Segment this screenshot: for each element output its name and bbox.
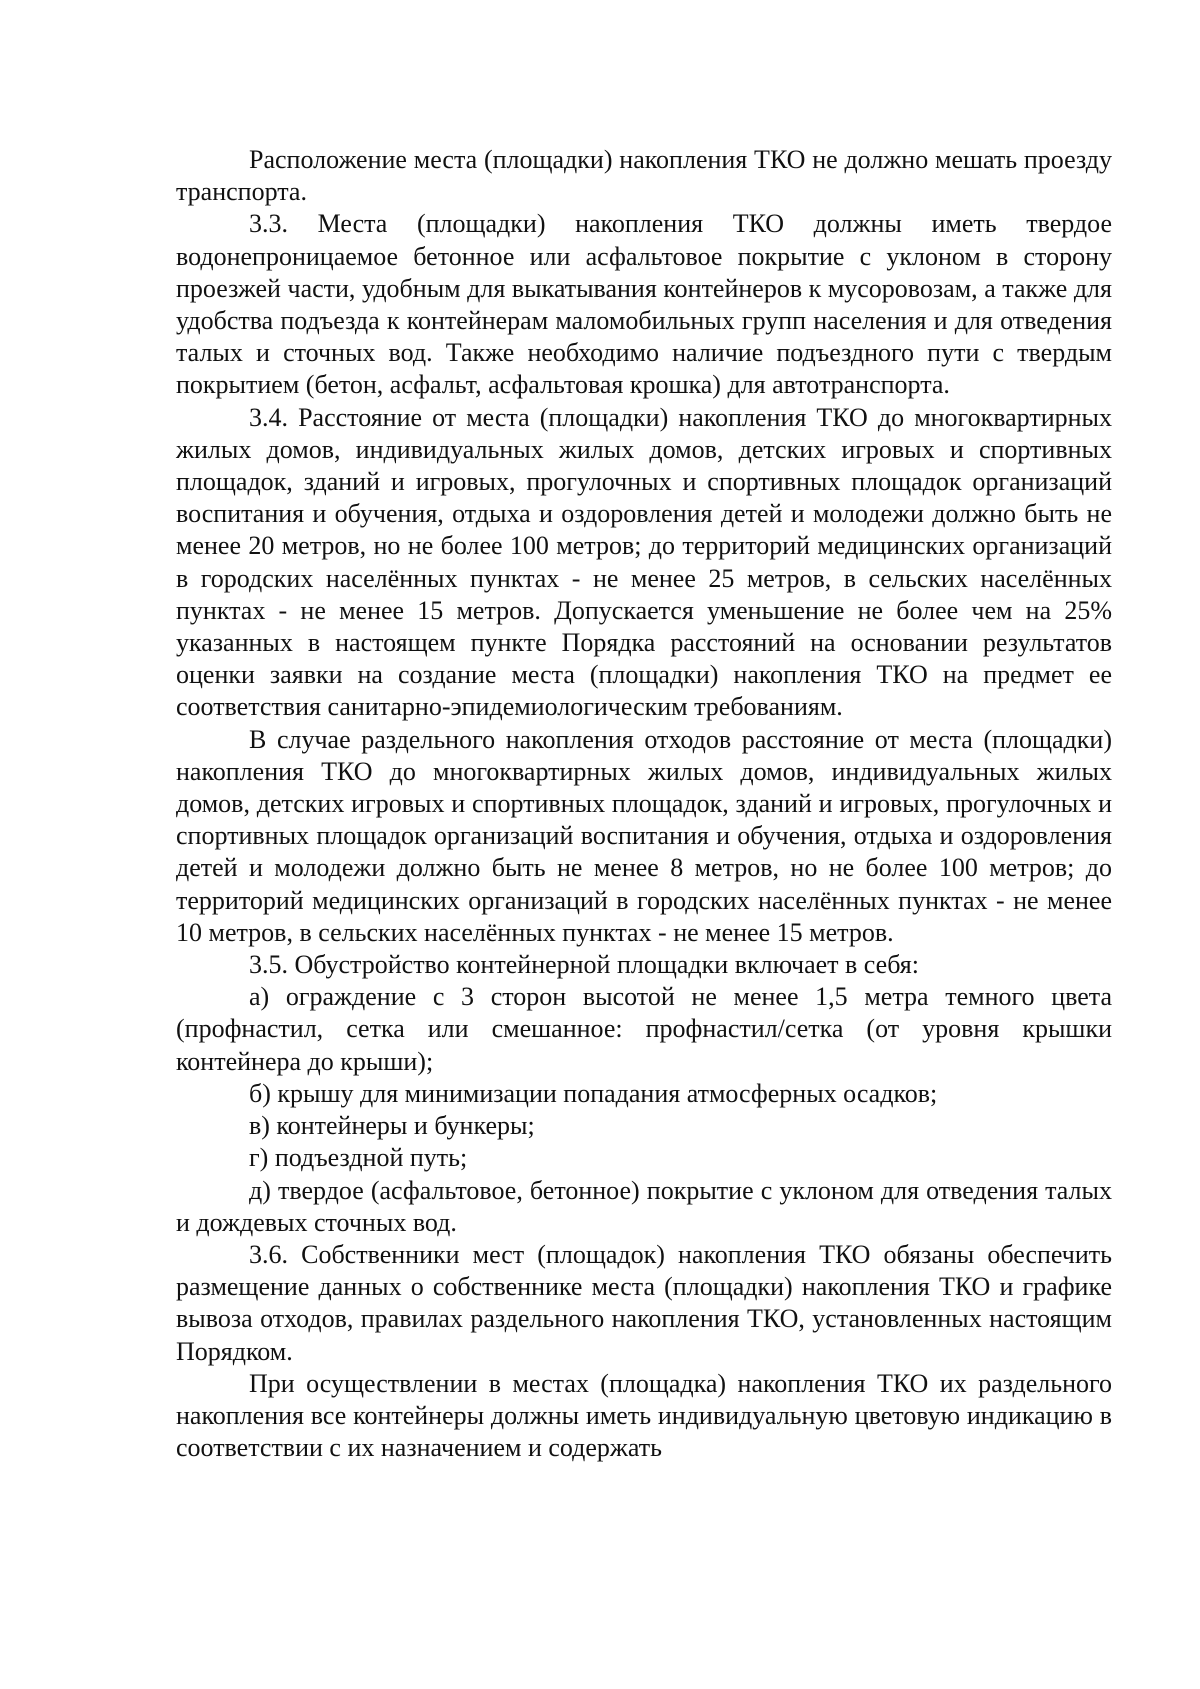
paragraph-separate-collection-distance: В случае раздельного накопления отходов расстояние от места (площадки) накопления ТКО до многоквартирных жилых домов, индивидуальных жилых домов, детских игровых и спортивных площадок, зданий и игровых, прогулочных и спортивных площадок организаций воспитания и обучения, отдыха и оздоровления детей и молодежи должно быть не менее 8 метров, но не более 100 метров; до территорий медицинских организаций в городских населённых пунктах - не менее 10 метров, в сельских населённых пунктах - не менее 15 метров. <box>176 724 1112 947</box>
paragraph-3-4-distance: 3.4. Расстояние от места (площадки) накопления ТКО до многоквартирных жилых домов, индивидуальных жилых домов, детских игровых и спортивных площадок, зданий и игровых, прогулочных и спортивных площадок организаций воспитания и обучения, отдыха и оздоровления детей и молодежи должно быть не менее 20 метров, но не более 100 метров; до территорий медицинских организаций в городских населённых пунктах - не менее 25 метров, в сельских населённых пунктах - не менее 15 метров. Допускается уменьшение не более чем на 25% указанных в настоящем пункте Порядка расстояний на основании результатов оценки заявки на создание места (площадки) накопления ТКО на предмет ее соответствия санитарно-эпидемиологическим требованиям. <box>176 402 1112 722</box>
paragraph-3-3-surface: 3.3. Места (площадки) накопления ТКО должны иметь твердое водонепроницаемое бетонное или асфальтовое покрытие с уклоном в сторону проезжей части, удобным для выкатывания контейнеров к мусоровозам, а также для удобства подъезда к контейнерам маломобильных групп населения и для отведения талых и сточных вод. Также необходимо наличие подъездного пути с твердым покрытием (бетон, асфальт, асфальтовая крошка) для автотранспорта. <box>176 209 1112 400</box>
paragraph-3-5-arrangement: 3.5. Обустройство контейнерной площадки включает в себя: <box>249 950 919 980</box>
paragraph-3-6-owners: 3.6. Собственники мест (площадок) накопления ТКО обязаны обеспечить размещение данных о собственнике места (площадки) накопления ТКО и графике вывоза отходов, правилах раздельного накопления ТКО, установленных настоящим Порядком. <box>176 1239 1112 1366</box>
list-item-v-containers: в) контейнеры и бункеры; <box>249 1111 535 1141</box>
document-body <box>176 144 1112 1464</box>
list-item-b-roof: б) крышу для минимизации попадания атмосферных осадков; <box>249 1078 938 1108</box>
list-item-g-access-road: г) подъездной путь; <box>249 1143 468 1173</box>
list-item-a-fence: а) ограждение с 3 сторон высотой не менее 1,5 метра темного цвета (профнастил, сетка или смешанное: профнастил/сетка (от уровня крышки контейнера до крыши); <box>176 982 1112 1076</box>
paragraph-color-indication: При осуществлении в местах (площадка) накопления ТКО их раздельного накопления все контейнеры должны иметь индивидуальную цветовую индикацию в соответствии с их назначением и содержать <box>176 1368 1112 1463</box>
list-item-d-hard-surface: д) твердое (асфальтовое, бетонное) покрытие с уклоном для отведения талых и дождевых сточных вод. <box>176 1175 1112 1237</box>
paragraph-site-location: Расположение места (площадки) накопления ТКО не должно мешать проезду транспорта. <box>176 145 1112 207</box>
